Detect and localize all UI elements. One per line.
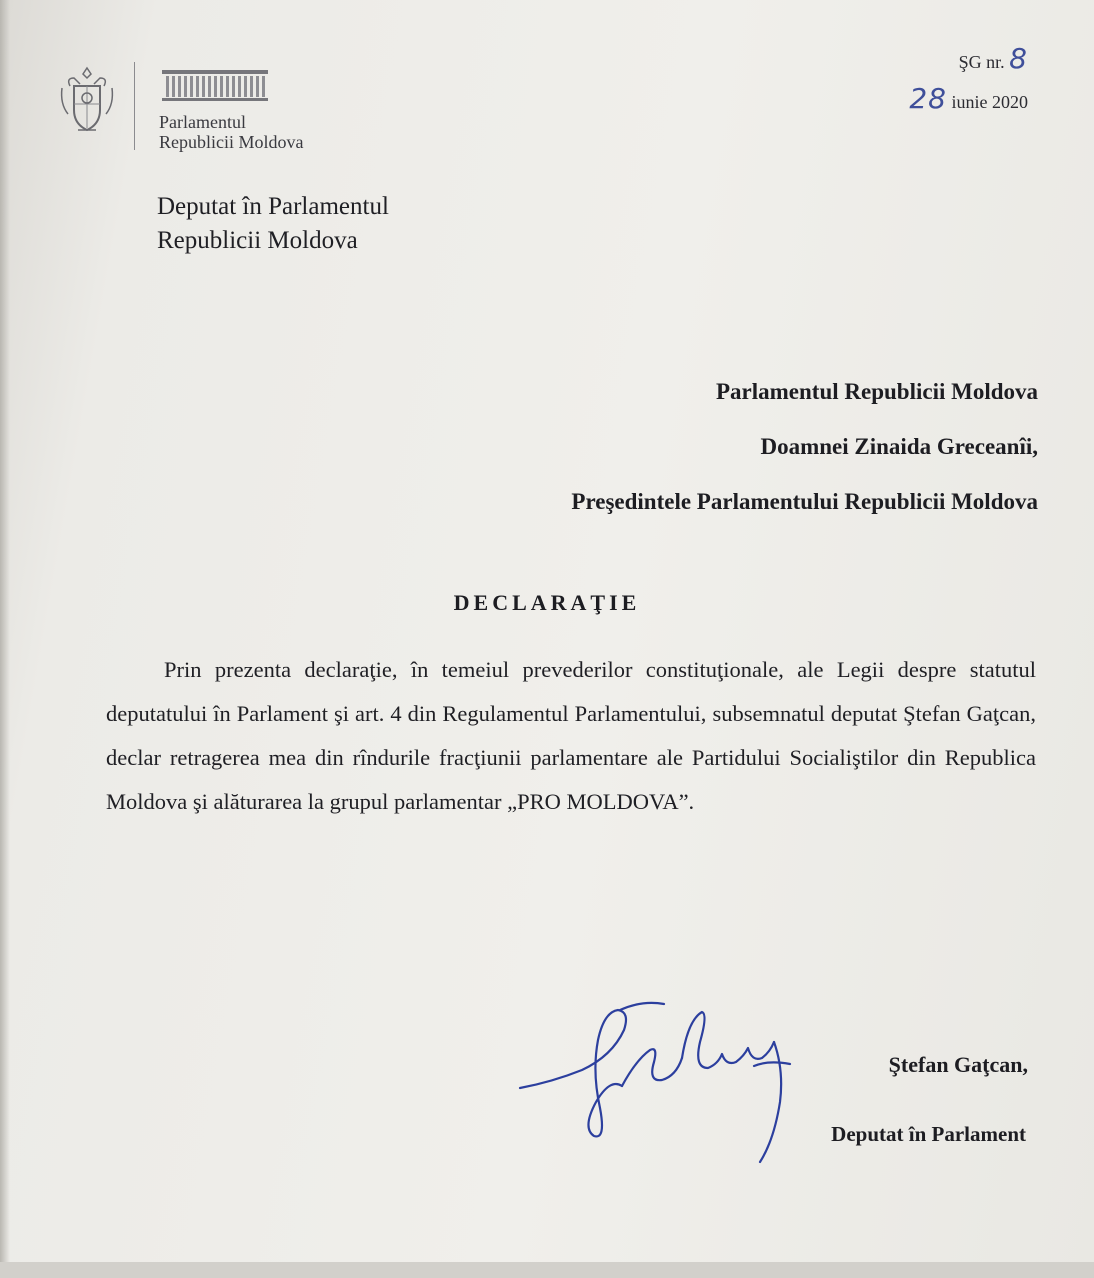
institution-line-1: Parlamentul xyxy=(159,112,246,132)
addressee-block xyxy=(571,364,1038,529)
header-divider xyxy=(134,62,135,150)
institution-line-2: Republicii Moldova xyxy=(159,132,304,152)
signer-name: Ştefan Gaţcan, xyxy=(888,1052,1028,1077)
issuer-block xyxy=(157,190,389,258)
document-title: DECLARAŢIE xyxy=(453,590,641,615)
registration-prefix: ŞG nr. xyxy=(958,52,1005,72)
registration-month-year: iunie 2020 xyxy=(951,92,1028,112)
registration-number xyxy=(959,42,1028,75)
registration-day-handwritten: 28 xyxy=(909,82,947,115)
coat-of-arms-icon xyxy=(58,64,116,136)
addressee-line-2: Doamnei Zinaida Greceanîi, xyxy=(760,434,1038,459)
addressee-line-1: Parlamentul Republicii Moldova xyxy=(716,379,1038,404)
declaration-body: Prin prezenta declaraţie, în temeiul prevederilor constituţionale, ale Legii despre statutul deputatului în Parlament şi art. 4 din Regulamentul Parlamentului, subsemnatul deputat Ştefan Gaţcan, declar retragerea mea din rîndurile fracţiunii parlamentare ale Partidului Socialiştilor din Republica Moldova şi alăturarea la grupul parlamentar „PRO MOLDOVA”. xyxy=(106,657,1036,814)
handwritten-signature xyxy=(512,990,822,1170)
registration-number-handwritten: 8 xyxy=(1009,42,1028,75)
issuer-line-1: Deputat în Parlamentul xyxy=(157,193,389,220)
issuer-line-2: Republicii Moldova xyxy=(157,227,358,254)
parliament-building-icon xyxy=(160,66,270,104)
signer-role: Deputat în Parlament xyxy=(831,1122,1026,1146)
addressee-line-3: Preşedintele Parlamentului Republicii Moldova xyxy=(571,489,1038,514)
registration-date xyxy=(909,82,1028,115)
page-shadow-left xyxy=(0,0,10,1278)
page-bottom-edge xyxy=(0,1262,1094,1278)
institution-name xyxy=(159,112,303,152)
